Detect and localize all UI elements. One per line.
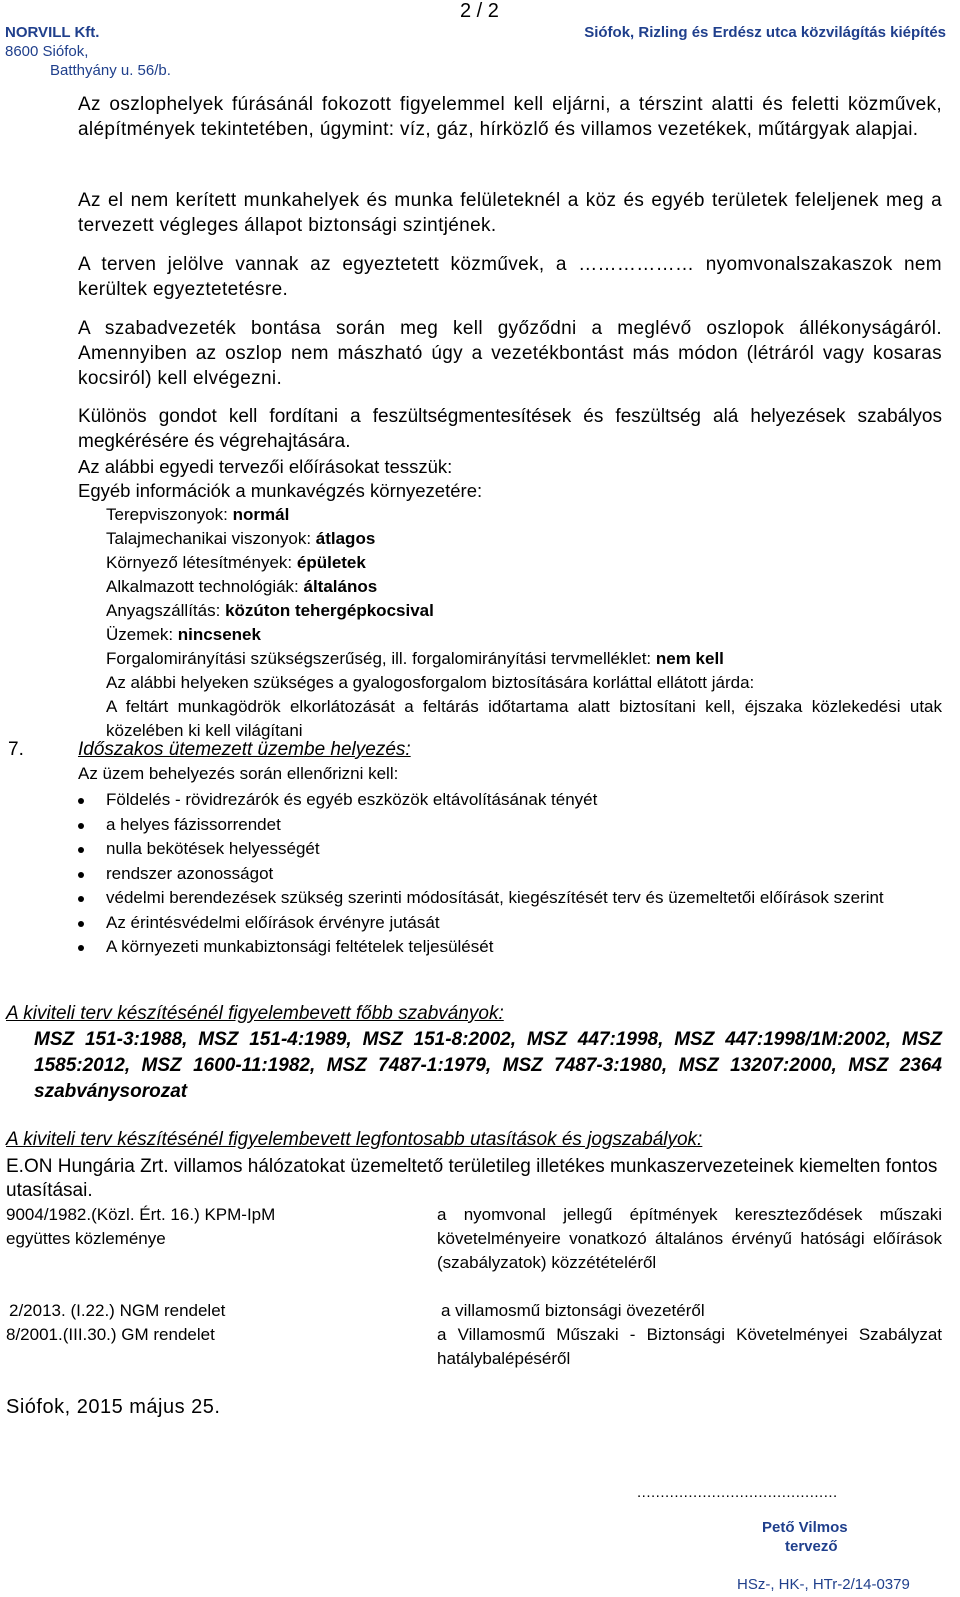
condition-value: épületek [296,553,366,572]
condition-label: Forgalomirányítási szükségszerűség, ill. forgalomirányítási tervmelléklet: [106,649,656,668]
regulation-desc: a villamosmű biztonsági övezetéről [441,1301,705,1320]
company-name: NORVILL Kft. [5,24,100,41]
regulation-desc: a Villamosmű Műszaki - Biztonsági Követelményei Szabályzat hatálybalépéséről [437,1325,942,1368]
regulation-ref-cont: együttes közleménye [6,1229,166,1248]
designer-role: tervező [785,1538,838,1555]
condition-value: nincsenek [177,625,261,644]
designer-specs-intro: Az alábbi egyedi tervezői előírásokat tesszük: [78,456,453,477]
company-address-line1: 8600 Siófok, [5,43,89,60]
condition-value: nem kell [655,649,724,668]
paragraph-unfenced-areas: Az el nem kerített munkahelyek és munka felületeknél a köz és egyéb területek feleljenek meg a tervezett végleges állapot biztonsági szintjének. [78,190,942,236]
condition-value: átlagos [315,529,376,548]
regulation-ref: 9004/1982.(Közl. Ért. 16.) KPM-IpM [6,1205,276,1224]
company-address-line2: Batthyány u. 56/b. [50,62,171,79]
trench-note: A feltárt munkagödrök elkorlátozását a feltárás időtartama alatt biztosítani kell, éjszaka közlekedési utak közelében ki kell világítani [106,697,942,740]
list-item: a helyes fázissorrendet [78,813,942,838]
bullet-icon [78,896,84,902]
signature-line: ........................................... [637,1484,838,1501]
condition-label: Talajmechanikai viszonyok: [106,529,316,548]
section-number: 7. [8,739,24,760]
paragraph-coordinated-utilities: A terven jelölve vannak az egyeztetett közművek, a ……………… nyomvonalszakaszok nem kerültek egyeztetetésre. [78,254,942,300]
list-item: rendszer azonosságot [78,862,942,887]
checklist [78,788,942,960]
condition-plants [106,623,261,647]
list-item: védelmi berendezések szükség szerinti módosítását, kiegészítését terv és üzemeltetői előírások szerint [78,886,942,911]
bullet-icon [78,945,84,951]
condition-terrain [106,503,289,527]
condition-label: Anyagszállítás: [106,601,226,620]
page-number: 2 / 2 [460,0,499,22]
list-item: A környezeti munkabiztonsági feltételek teljesülését [78,935,942,960]
condition-value: közúton tehergépkocsival [225,601,434,620]
list-item: nulla bekötések helyességét [78,837,942,862]
condition-surroundings [106,551,366,575]
regulations-heading: A kiviteli terv készítésénél figyelembevett legfontosabb utasítások és jogszabályok: [6,1129,703,1150]
condition-technology [106,575,377,599]
footway-line: Az alábbi helyeken szükséges a gyalogosforgalom biztosítására korláttal ellátott járda: [106,673,755,692]
condition-label: Környező létesítmények: [106,553,297,572]
condition-value: normál [232,505,290,524]
section-title: Időszakos ütemezett üzembe helyezés: [78,739,411,760]
document-date: Siófok, 2015 május 25. [6,1396,221,1418]
paragraph-de-energizing: Különös gondot kell fordítani a feszültségmentesítések és feszültség alá helyezések szabályos megkérésére és végrehajtására. [78,406,942,452]
condition-traffic-control [106,647,724,671]
regulation-ref: 8/2001.(III.30.) GM rendelet [6,1325,215,1344]
condition-label: Terepviszonyok: [106,505,233,524]
condition-label: Alkalmazott technológiák: [106,577,304,596]
list-item: Földelés - rövidrezárók és egyéb eszközök eltávolításának tényét [78,788,942,813]
condition-soil [106,527,375,551]
paragraph-utilities: Az oszlophelyek fúrásánál fokozott figyelemmel kell eljárni, a térszint alatti és feletti közművek, alépítmények tekintetében, úgymint: víz, gáz, hírközlő és villamos vezetékek, műtárgyak alapjai. [78,94,942,140]
bullet-icon [78,921,84,927]
standards-list: MSZ 151-3:1988, MSZ 151-4:1989, MSZ 151-8:2002, MSZ 447:1998, MSZ 447:1998/1M:2002, MSZ 1585:2012, MSZ 1600-11:1982, MSZ 7487-1:1979, MSZ 7487-3:1980, MSZ 13207:2000, MSZ 2364 szabványsorozat [34,1029,942,1102]
designer-name: Pető Vilmos [762,1519,848,1536]
regulation-ref: 2/2013. (I.22.) NGM rendelet [9,1301,226,1320]
bullet-icon [78,847,84,853]
eon-instructions: E.ON Hungária Zrt. villamos hálózatokat üzemeltető területileg illetékes munkaszervezeteinek kiemelten fontos utasításai. [6,1156,938,1201]
condition-value: általános [303,577,378,596]
standards-heading: A kiviteli terv készítésénél figyelembevett főbb szabványok: [6,1003,504,1024]
regulation-desc: a nyomvonal jellegű építmények kereszteződések műszaki követelményeire vonatkozó általános érvényű hatósági előírások (szabályzatok) közzétételéről [437,1205,942,1272]
condition-transport [106,599,434,623]
condition-label: Üzemek: [106,625,178,644]
designer-license-code: HSz-, HK-, HTr-2/14-0379 [737,1576,910,1593]
environment-info-intro: Egyéb információk a munkavégzés környezetére: [78,480,483,501]
bullet-icon [78,872,84,878]
project-title: Siófok, Rizling és Erdész utca közvilágítás kiépítés [584,24,946,41]
bullet-icon [78,798,84,804]
bullet-icon [78,823,84,829]
list-item: Az érintésvédelmi előírások érvényre jutását [78,911,942,936]
paragraph-overhead-line-removal: A szabadvezeték bontása során meg kell győződni a meglévő oszlopok állékonyságáról. Amennyiben az oszlop nem mászható úgy a vezetékbontást más módon (létráról vagy kosaras kocsiról) kell elvégezni. [78,318,942,389]
section-intro: Az üzem behelyezés során ellenőrizni kell: [78,764,399,783]
